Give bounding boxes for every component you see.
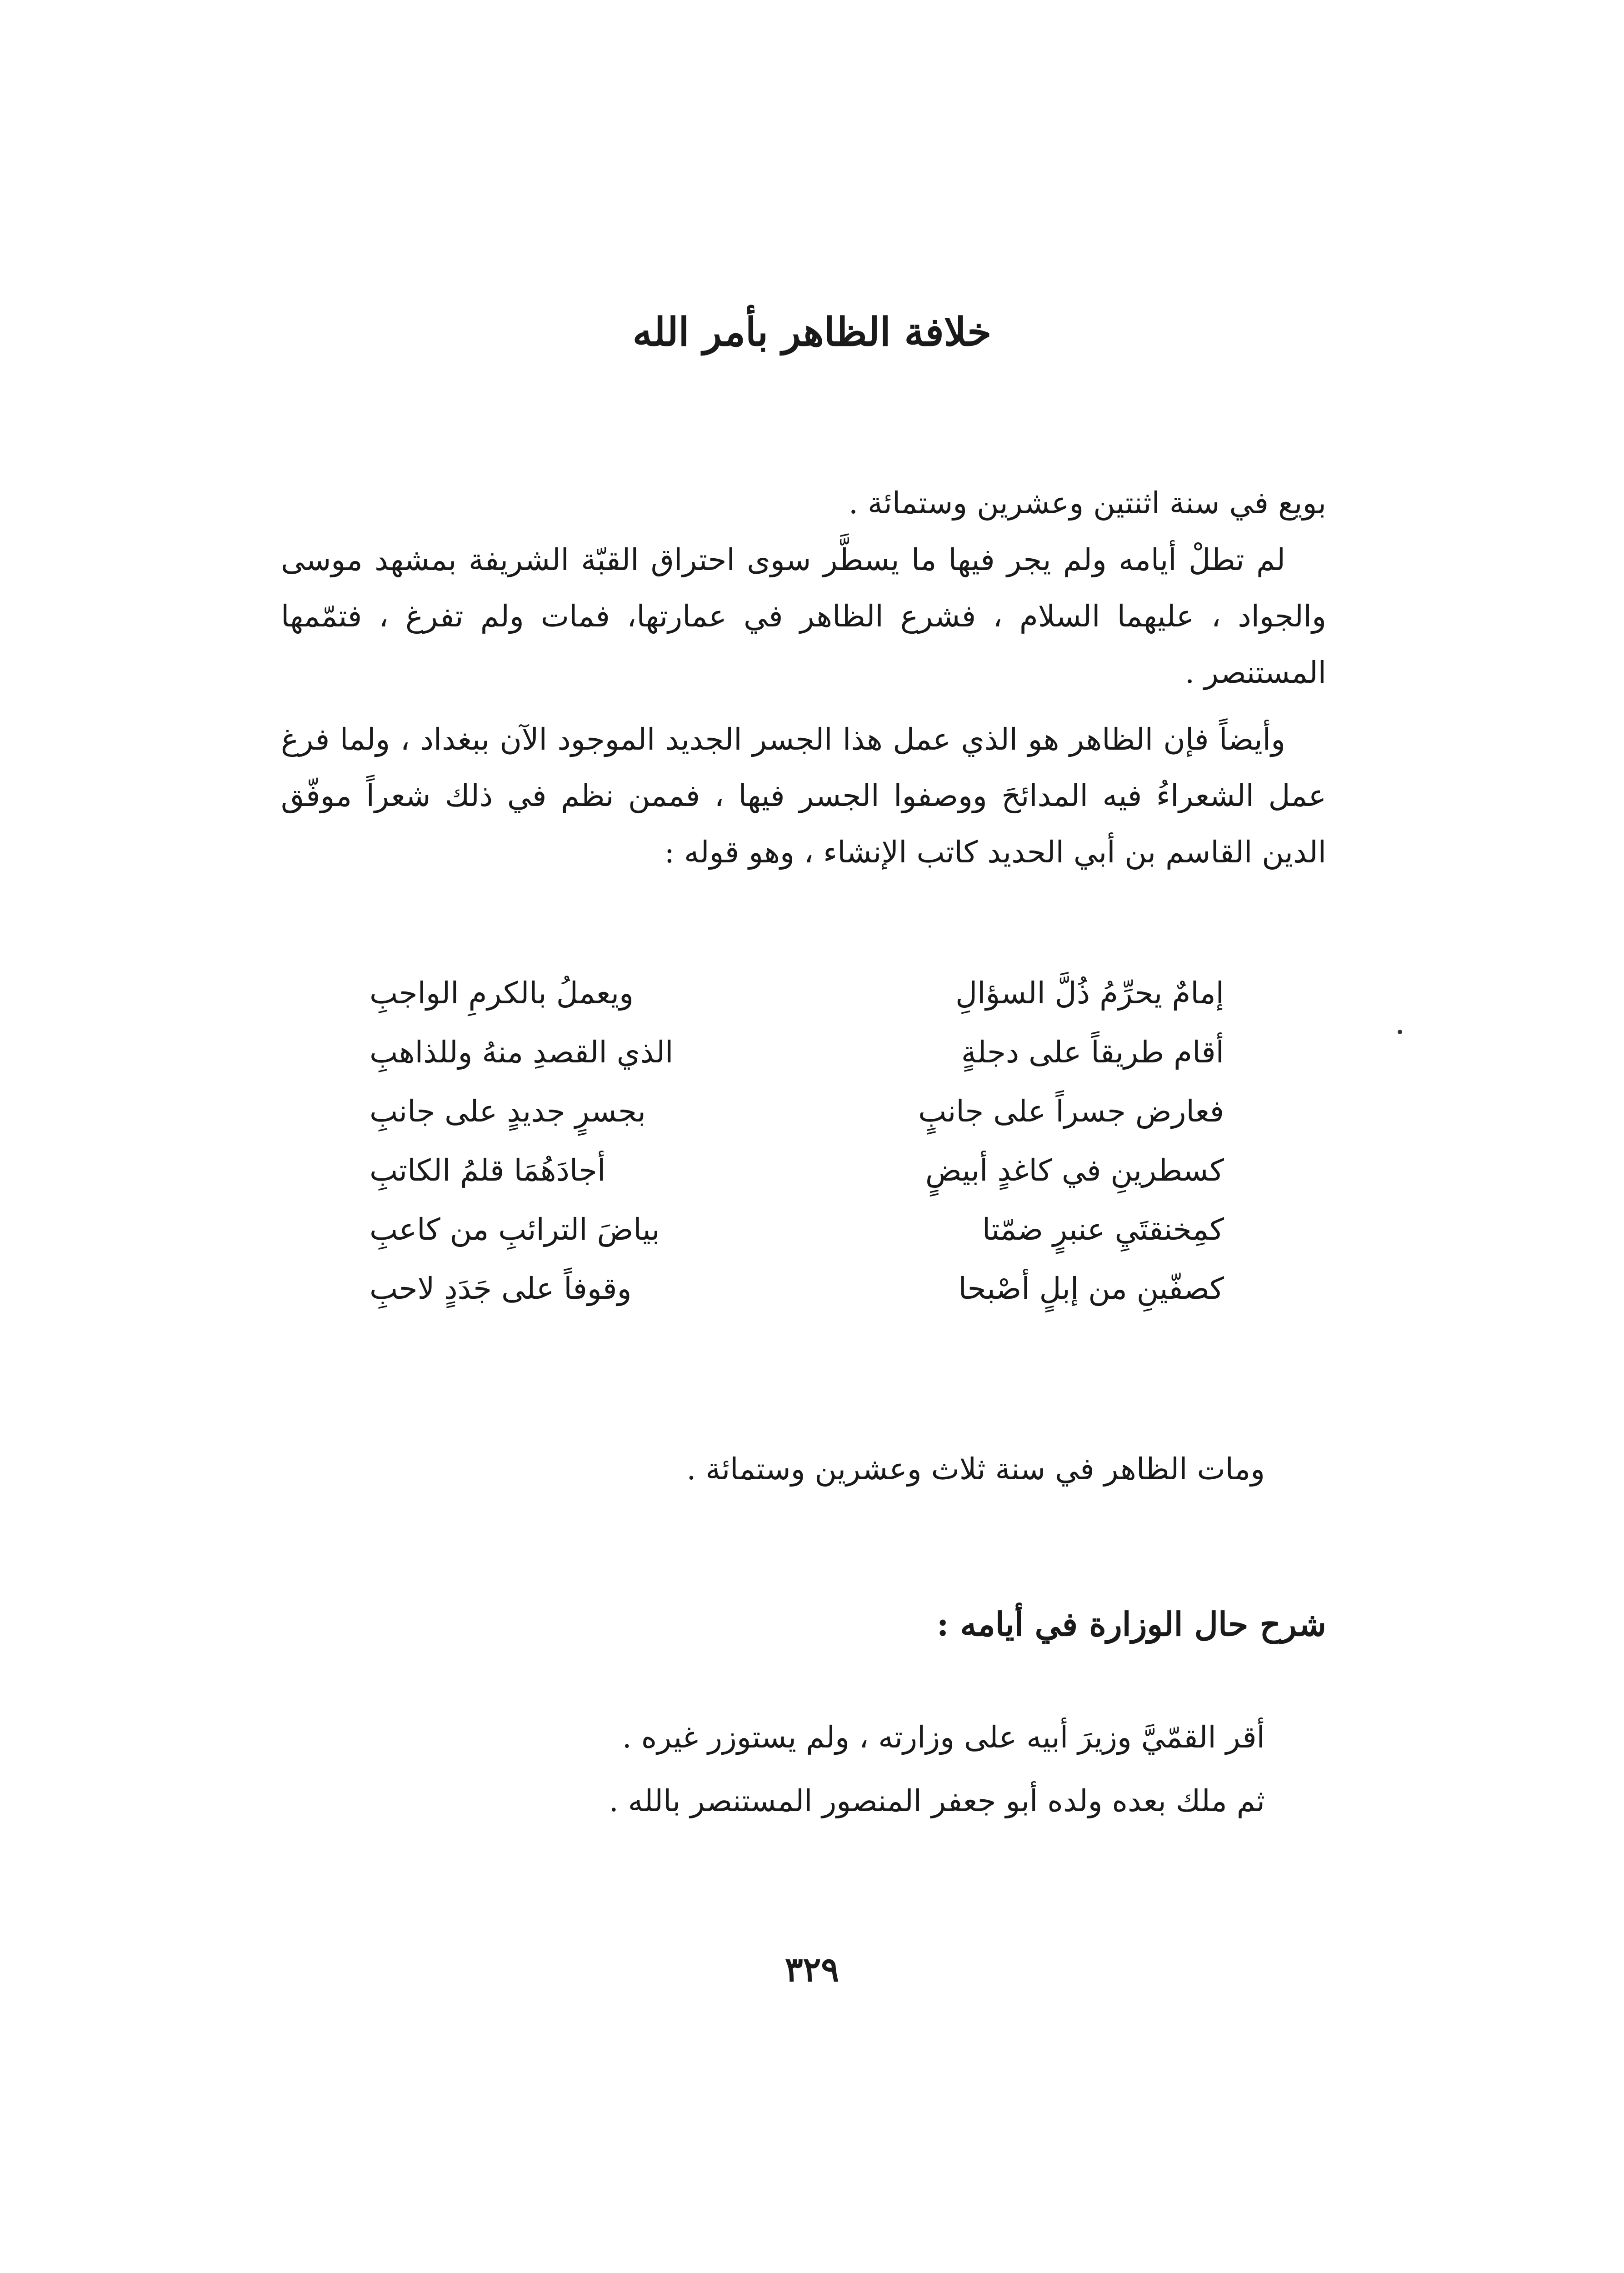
paragraph-allegiance: بويع في سنة اثنتين وعشرين وستمائة . <box>849 486 1326 521</box>
verse-line <box>370 1023 1224 1082</box>
verse-second-hemistich: أجادَهُمَا قلمُ الكاتبِ <box>370 1153 606 1188</box>
verse-second-hemistich: بياضَ الترائبِ من كاعبِ <box>370 1212 660 1247</box>
paragraph-successor: ثم ملك بعده ولده أبو جعفر المنصور المستنصر بالله . <box>609 1783 1265 1818</box>
verse-first-hemistich: كصفّينِ من إبلٍ أصْبحا <box>958 1271 1224 1306</box>
paragraph-bridge: وأيضاً فإن الظاهر هو الذي عمل هذا الجسر الجديد الموجود الآن ببغداد ، ولما فرغ عمل الشعراءُ فيه المدائحَ ووصفوا الجسر فيها ، فممن نظم في ذلك شعراً موفّق الدين القاسم بن أبي الحديد كاتب الإنشاء ، وهو قوله : <box>281 722 1326 870</box>
verse-line <box>370 1082 1224 1141</box>
verse-first-hemistich: أقام طريقاً على دجلةٍ <box>961 1035 1224 1070</box>
section-heading: شرح حال الوزارة في أيامه : <box>936 1605 1326 1643</box>
paragraph-vizier: أقر القمّيَّ وزيرَ أبيه على وزارته ، ولم يستوزر غيره . <box>622 1720 1265 1755</box>
page-number: ٣٢٩ <box>785 1950 839 1989</box>
paragraph-death: ومات الظاهر في سنة ثلاث وعشرين وستمائة . <box>686 1452 1265 1487</box>
verse-first-hemistich: كمِخنقتَيِ عنبرٍ ضمّتا <box>982 1212 1224 1247</box>
paragraph-reign: لم تطلْ أيامه ولم يجر فيها ما يسطَّر سوى احتراق القبّة الشريفة بمشهد موسى والجواد ، عليهما السلام ، فشرع الظاهر في عمارتها، فمات ولم تفرغ ، فتمّمها المستنصر . <box>281 542 1326 690</box>
margin-speck <box>1398 1030 1402 1034</box>
verse-first-hemistich: كسطرينِ في كاغدٍ أبيضٍ <box>925 1153 1224 1188</box>
verse-line <box>370 1200 1224 1259</box>
verse-second-hemistich: وقوفاً على جَدَدٍ لاحبِ <box>370 1271 632 1306</box>
verse-line <box>370 964 1224 1023</box>
verse-second-hemistich: بجسرٍ جديدٍ على جانبِ <box>370 1094 646 1129</box>
verse-line <box>370 1259 1224 1318</box>
verse-line <box>370 1141 1224 1200</box>
verse-first-hemistich: إمامٌ يحرِّمُ ذُلَّ السؤالِ <box>955 976 1224 1011</box>
verse-second-hemistich: الذي القصدِ منهُ وللذاهبِ <box>370 1035 674 1070</box>
verse-second-hemistich: ويعملُ بالكرمِ الواجبِ <box>370 976 634 1011</box>
chapter-title: خلافة الظاهر بأمر الله <box>632 309 992 355</box>
verse-first-hemistich: فعارض جسراً على جانبٍ <box>918 1094 1224 1129</box>
